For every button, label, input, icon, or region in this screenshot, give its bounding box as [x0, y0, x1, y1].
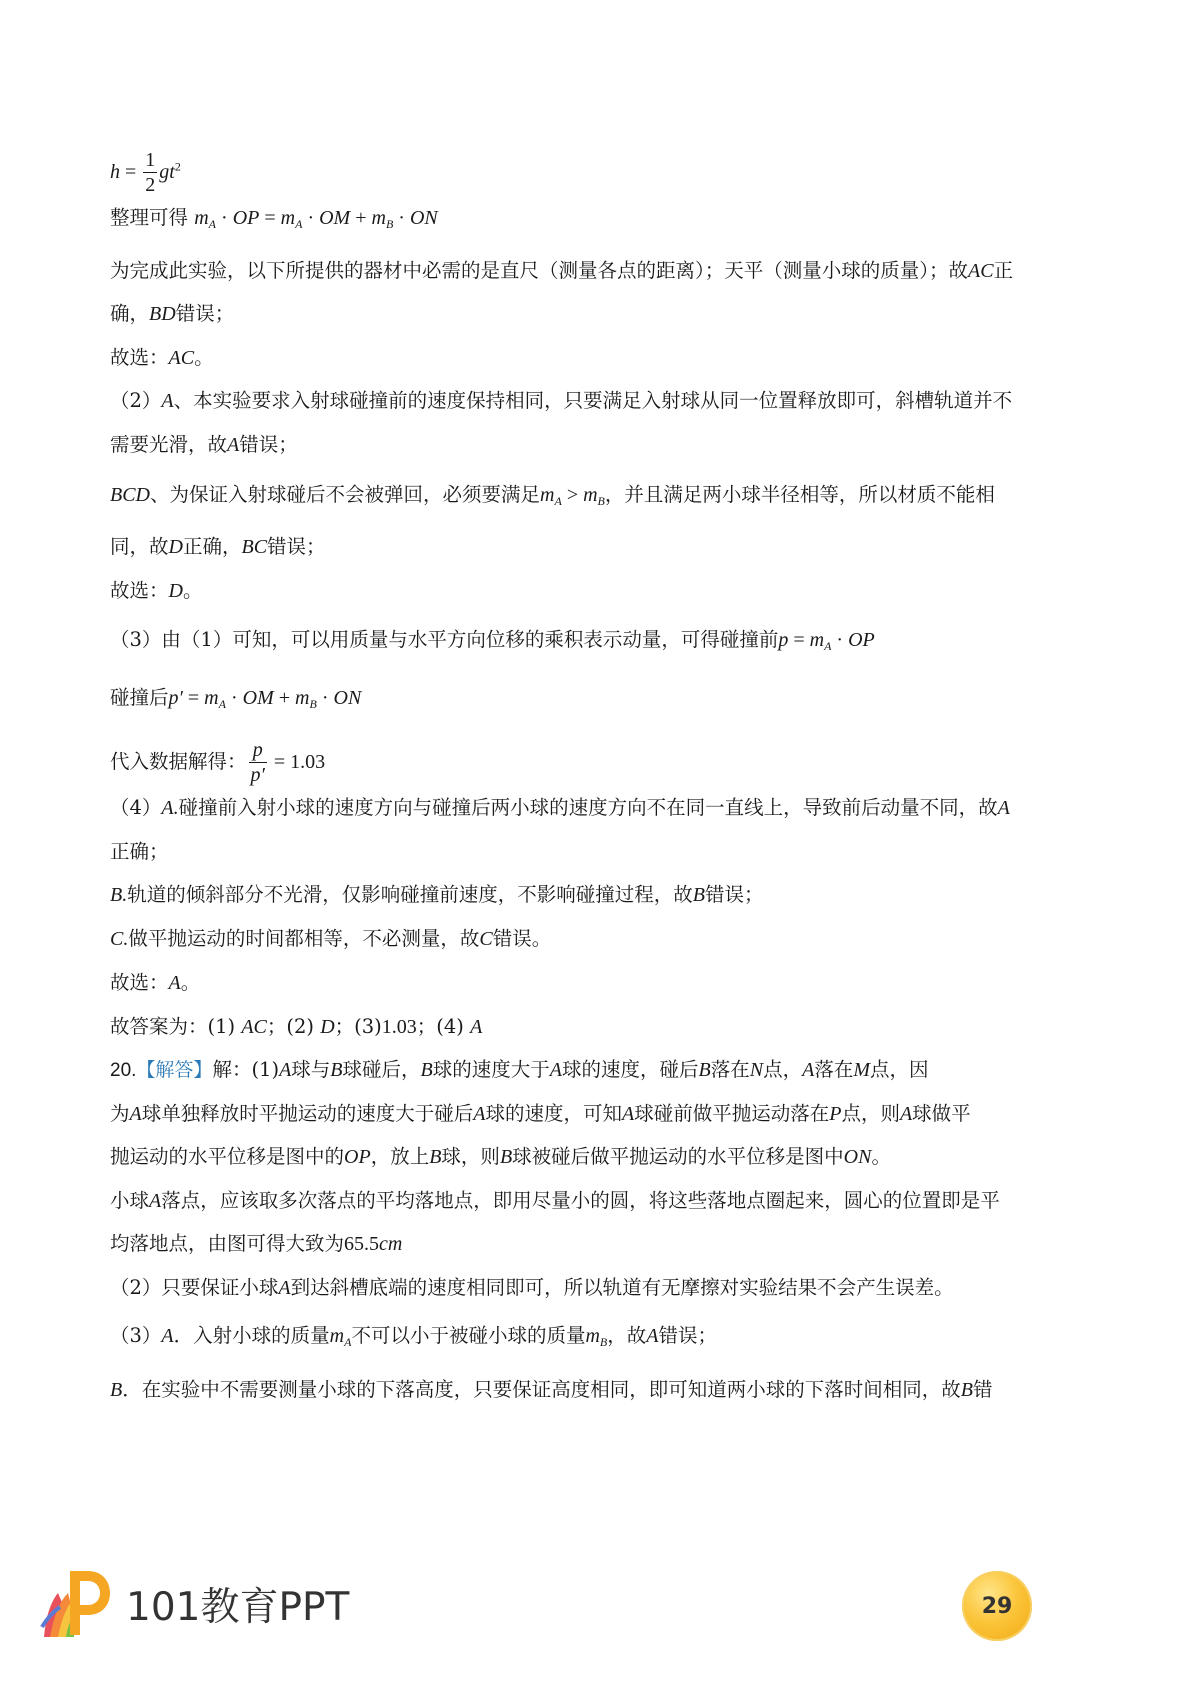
text-line: （4）A.碰撞前入射小球的速度方向与碰撞后两小球的速度方向不在同一直线上，导致前后动量不同，故A: [110, 796, 1010, 819]
text-line: 抛运动的水平位移是图中的OP，放上B球，则B球被碰后做平抛运动的水平位移是图中ON。: [110, 1145, 891, 1168]
text-line: 故选：AC。: [110, 346, 214, 369]
text-line: 为A球单独释放时平抛运动的速度大于碰后A球的速度，可知A球碰前做平抛运动落在P点，则A球做平: [110, 1102, 971, 1125]
text-line: B．在实验中不需要测量小球的下落高度，只要保证高度相同，即可知道两小球的下落时间相同，故B错: [110, 1378, 993, 1401]
text-line: BCD、为保证入射球碰后不会被弹回，必须要满足$m_A > m_B$，并且满足两小球半径相等，所以材质不能相: [110, 483, 995, 508]
text-line: B.轨道的倾斜部分不光滑，仅影响碰撞前速度，不影响碰撞过程，故B错误；: [110, 883, 764, 906]
page-number-badge: 29: [962, 1571, 1032, 1641]
brand-name: 101教育PPT: [126, 1585, 350, 1630]
text-line: （3）A．入射小球的质量$m_A$不可以小于被碰小球的质量$m_B$，故A错误；: [110, 1324, 718, 1349]
question-20-line: 20.【解答】解：(1)A球与B球碰后，B球的速度大于A球的速度，碰后B落在N点，A落在M点，因: [110, 1058, 929, 1081]
text-line: 确，BD错误；: [110, 302, 235, 325]
text-line: 均落地点，由图可得大致为65.5cm: [110, 1232, 403, 1255]
text-line: 整理可得 $m_A$ · OP = $m_A$ · OM + $m_B$ · ON: [110, 206, 438, 231]
text-line: 为完成此实验，以下所提供的器材中必需的是直尺（测量各点的距离）；天平（测量小球的质量）；故AC正: [110, 259, 1014, 282]
question-number: 20.: [110, 1060, 137, 1081]
answer-tag: 【解答】: [136, 1059, 213, 1081]
text-line: 碰撞后$p' = m_A$ · OM + $m_B$ · ON: [110, 686, 362, 711]
fraction-p-over-p-prime: $\frac{p}{p'}$: [250, 739, 265, 786]
formula-h: h = $\frac{1}{2}$ $gt^2$: [110, 149, 181, 196]
text-line: （3）由（1）可知，可以用质量与水平方向位移的乘积表示动量，可得碰撞前$p = m_A$ · OP: [110, 628, 875, 653]
text-line: 同，故D正确，BC错误；: [110, 535, 326, 558]
text-line: （2）A、本实验要求入射球碰撞前的速度保持相同，只要满足入射球从同一位置释放即可，斜槽轨道并不: [110, 389, 1013, 412]
text-line: （2）只要保证小球A到达斜槽底端的速度相同即可，所以轨道有无摩擦对实验结果不会产生误差。: [110, 1276, 954, 1299]
fraction-half: $\frac{1}{2}$: [145, 149, 156, 196]
text-line: 正确；: [110, 840, 169, 863]
text-line: 故选：A。: [110, 971, 201, 994]
text-line: 小球A落点，应该取多次落点的平均落地点，即用尽量小的圆，将这些落地点圈起来，圆心的位置即是平: [110, 1189, 1000, 1212]
var-h: h: [110, 161, 120, 183]
text-line: 需要光滑，故A错误；: [110, 433, 298, 456]
text-line: 故选：D。: [110, 579, 203, 602]
text-line: C.做平抛运动的时间都相等，不必测量，故C错误。: [110, 927, 552, 950]
answer-summary: 故答案为：(1) AC；(2) D；(3)1.03；(4) A: [110, 1015, 483, 1038]
brand-logo-icon: [40, 1567, 112, 1639]
text-line: 代入数据解得： $\frac{p}{p'}$ = 1.03: [110, 739, 326, 786]
